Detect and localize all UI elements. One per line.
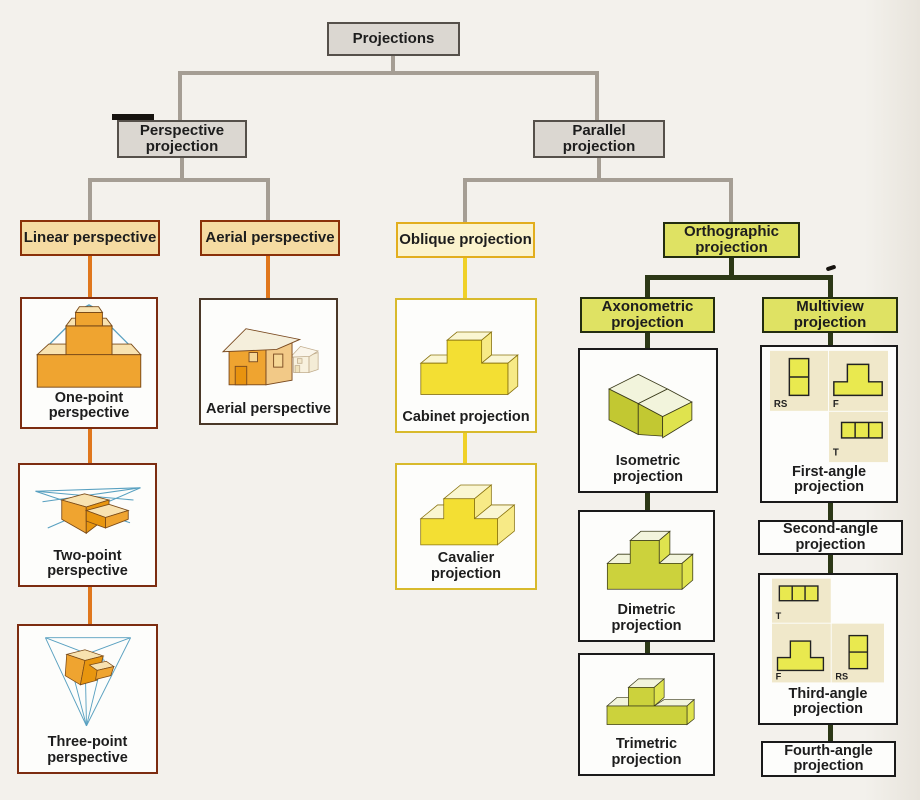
node-dimetric-projection xyxy=(578,510,715,642)
aerial-drawing xyxy=(201,300,336,402)
node-oblique-projection xyxy=(396,222,535,258)
caption-trimetric: Trimetric projection xyxy=(611,736,682,768)
connector xyxy=(178,71,182,120)
node-cabinet-projection xyxy=(395,298,537,433)
third-angle-illustration xyxy=(761,575,895,687)
first-angle-illustration xyxy=(762,347,896,465)
cavalier-drawing xyxy=(397,465,535,551)
one-point-drawing xyxy=(22,299,156,391)
scan-mark xyxy=(826,265,837,272)
node-label: Axonometric projection xyxy=(601,297,694,331)
view-label-f: F xyxy=(832,398,839,410)
node-one-point-perspective xyxy=(20,297,158,429)
view-label-t: T xyxy=(775,611,782,622)
one-point-illustration xyxy=(23,299,155,391)
connector xyxy=(828,275,833,297)
connector xyxy=(645,333,650,348)
caption-third-angle: Third-angle projection xyxy=(788,686,868,718)
node-label: Second-angle projection xyxy=(782,521,879,553)
node-parallel-projection xyxy=(533,120,665,158)
node-first-angle-projection xyxy=(760,345,898,503)
cabinet-illustration xyxy=(399,309,533,401)
node-label: Multiview projection xyxy=(793,297,867,331)
view-label-rs: RS xyxy=(835,671,849,682)
node-orthographic-projection xyxy=(663,222,800,258)
node-projections xyxy=(327,22,460,56)
aerial-illustration xyxy=(203,308,335,394)
node-second-angle-projection xyxy=(758,520,903,555)
connector xyxy=(463,178,467,222)
two-point-drawing xyxy=(20,465,155,549)
two-point-illustration xyxy=(22,465,154,549)
connector xyxy=(88,178,92,220)
connector xyxy=(828,333,833,345)
connector xyxy=(88,587,92,624)
view-label-t: T xyxy=(832,447,839,459)
node-third-angle-projection xyxy=(758,573,898,725)
trimetric-drawing xyxy=(580,655,713,737)
node-label: Projections xyxy=(352,29,435,47)
caption-three-point: Three-point perspective xyxy=(47,734,128,766)
connector xyxy=(828,503,833,520)
caption-dimetric: Dimetric projection xyxy=(611,602,682,634)
view-label-rs: RS xyxy=(773,398,788,410)
dimetric-illustration xyxy=(581,513,713,603)
first-angle-drawing xyxy=(762,347,896,465)
connector xyxy=(729,178,733,222)
isometric-illustration xyxy=(580,350,716,454)
caption-aerial-example: Aerial perspective xyxy=(206,400,331,417)
connector xyxy=(88,178,270,182)
third-angle-drawing xyxy=(760,575,896,687)
node-label: Orthographic projection xyxy=(683,222,779,256)
three-point-illustration xyxy=(20,627,156,735)
three-point-drawing xyxy=(19,626,156,735)
node-multiview-projection xyxy=(762,297,898,333)
caption-one-point: One-point perspective xyxy=(48,390,130,422)
node-axonometric-projection xyxy=(580,297,715,333)
node-two-point-perspective xyxy=(18,463,157,587)
node-linear-perspective xyxy=(20,220,160,256)
node-three-point-perspective xyxy=(17,624,158,774)
node-label: Aerial perspective xyxy=(205,228,335,246)
trimetric-illustration xyxy=(581,656,713,736)
connector xyxy=(828,725,833,741)
cavalier-illustration xyxy=(399,465,533,551)
node-aerial-perspective xyxy=(200,220,340,256)
connector xyxy=(463,178,733,182)
node-aerial-perspective-example xyxy=(199,298,338,425)
connector xyxy=(645,275,833,280)
caption-cabinet: Cabinet projection xyxy=(402,408,530,425)
node-trimetric-projection xyxy=(578,653,715,776)
caption-cavalier: Cavalier projection xyxy=(430,550,502,582)
isometric-drawing xyxy=(580,350,716,454)
connector xyxy=(266,178,270,220)
node-label: Fourth-angle projection xyxy=(784,742,873,774)
node-label: Linear perspective xyxy=(23,228,157,246)
cabinet-drawing xyxy=(397,300,535,410)
connector xyxy=(266,256,270,298)
connector xyxy=(645,493,650,510)
connector xyxy=(88,256,92,297)
connector xyxy=(463,433,467,463)
caption-isometric: Isometric projection xyxy=(612,453,684,485)
node-label: Oblique projection xyxy=(399,230,532,248)
connector xyxy=(645,642,650,653)
node-label: Perspective projection xyxy=(139,121,225,155)
connector xyxy=(178,71,599,75)
node-isometric-projection xyxy=(578,348,718,493)
connector xyxy=(595,71,599,120)
node-perspective-projection xyxy=(117,120,247,158)
node-cavalier-projection xyxy=(395,463,537,590)
dimetric-drawing xyxy=(580,512,713,603)
connector xyxy=(645,275,650,297)
caption-two-point: Two-point perspective xyxy=(47,548,128,580)
connector xyxy=(463,258,467,298)
connector xyxy=(88,429,92,463)
connector xyxy=(828,555,833,573)
node-fourth-angle-projection xyxy=(761,741,896,777)
view-label-f: F xyxy=(775,671,782,682)
node-label: Parallel projection xyxy=(562,121,636,155)
caption-first-angle: First-angle projection xyxy=(791,464,867,496)
